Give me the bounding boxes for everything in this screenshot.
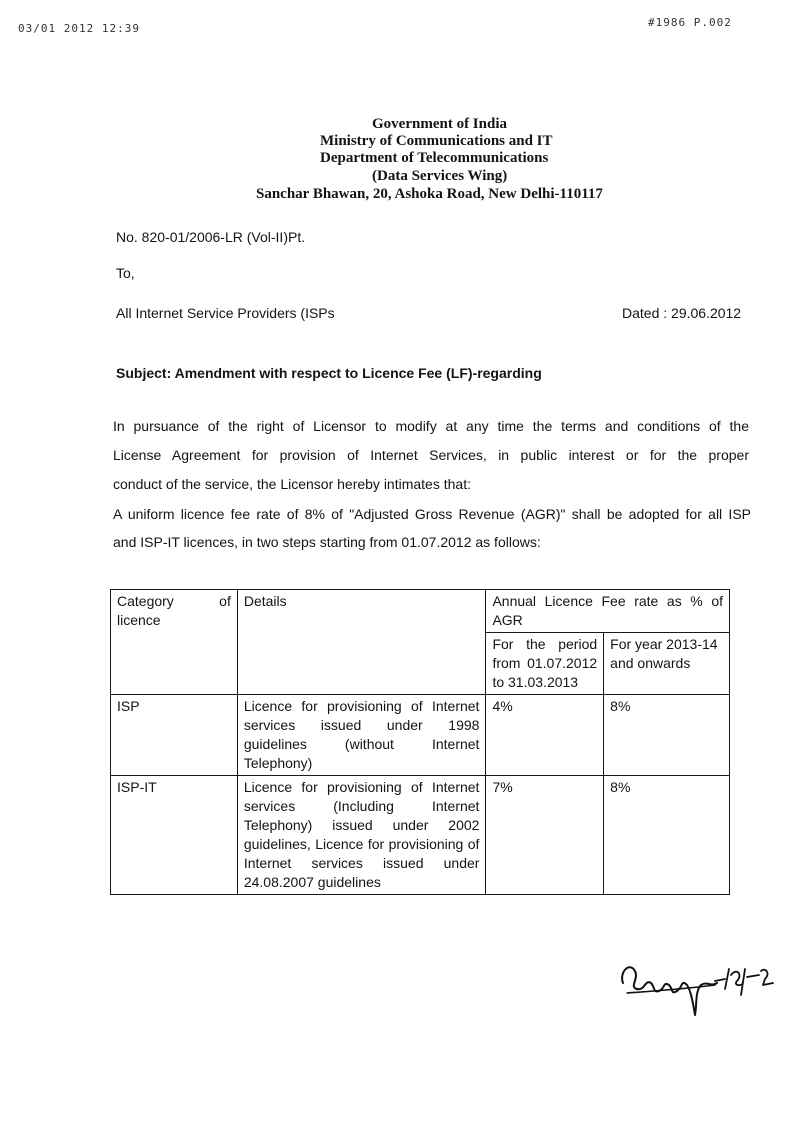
header-details-cell: Details — [237, 590, 486, 695]
body-line: A uniform licence fee rate of 8% of "Adjusted Gross Revenue (AGR)" shall be adopted for all ISP — [113, 506, 751, 522]
body-line: conduct of the service, the Licensor hereby intimates that: — [113, 476, 471, 492]
body-line: In pursuance of the right of Licensor to modify at any time the terms and conditions of the — [113, 418, 749, 434]
details-cell: Licence for provisioning of Internet services (Including Internet Telephony) issued under 2002 guidelines, Licence for provisioning of Internet services issued under 24.08.2007 guidelines — [237, 776, 486, 895]
category-cell: ISP-IT — [111, 776, 238, 895]
body-line: License Agreement for provision of Internet Services, in public interest or for the proper — [113, 447, 749, 463]
header-period2-cell: For year 2013-14 and onwards — [604, 633, 730, 695]
letterhead-ministry: Ministry of Communications and IT — [320, 133, 553, 149]
subject-line: Subject: Amendment with respect to Licence Fee (LF)-regarding — [116, 365, 542, 381]
table-row — [111, 695, 730, 776]
letterhead-department: Department of Telecommunications — [320, 150, 549, 166]
letterhead-address: Sanchar Bhawan, 20, Ashoka Road, New Delhi-110117 — [256, 186, 603, 202]
details-cell: Licence for provisioning of Internet services issued under 1998 guidelines (without Internet Telephony) — [237, 695, 486, 776]
rate-period1-cell: 7% — [486, 776, 604, 895]
reference-number: No. 820-01/2006-LR (Vol-II)Pt. — [116, 229, 306, 245]
table-header-row — [111, 590, 730, 633]
body-paragraph-1 — [113, 412, 749, 499]
addressee: All Internet Service Providers (ISPs — [116, 305, 335, 321]
header-rate-cell: Annual Licence Fee rate as % of AGR — [486, 590, 730, 633]
category-cell: ISP — [111, 695, 238, 776]
salutation: To, — [116, 265, 135, 281]
fax-timestamp: 03/01 2012 12:39 — [18, 22, 140, 35]
body-line: and ISP-IT licences, in two steps starting from 01.07.2012 as follows: — [113, 534, 541, 550]
letterhead-government: Government of India — [372, 116, 507, 132]
letter-date: Dated : 29.06.2012 — [622, 305, 742, 321]
rate-period2-cell: 8% — [604, 695, 730, 776]
licence-fee-table — [110, 589, 730, 895]
table-row — [111, 776, 730, 895]
header-period1-cell: For the period from 01.07.2012 to 31.03.2013 — [486, 633, 604, 695]
fax-page-number: #1986 P.002 — [648, 16, 732, 29]
header-category-cell: Category of licence — [111, 590, 238, 695]
letterhead-wing: (Data Services Wing) — [372, 168, 508, 184]
body-paragraph-2 — [113, 500, 751, 556]
handwritten-signature — [615, 945, 795, 1025]
rate-period1-cell: 4% — [486, 695, 604, 776]
rate-period2-cell: 8% — [604, 776, 730, 895]
